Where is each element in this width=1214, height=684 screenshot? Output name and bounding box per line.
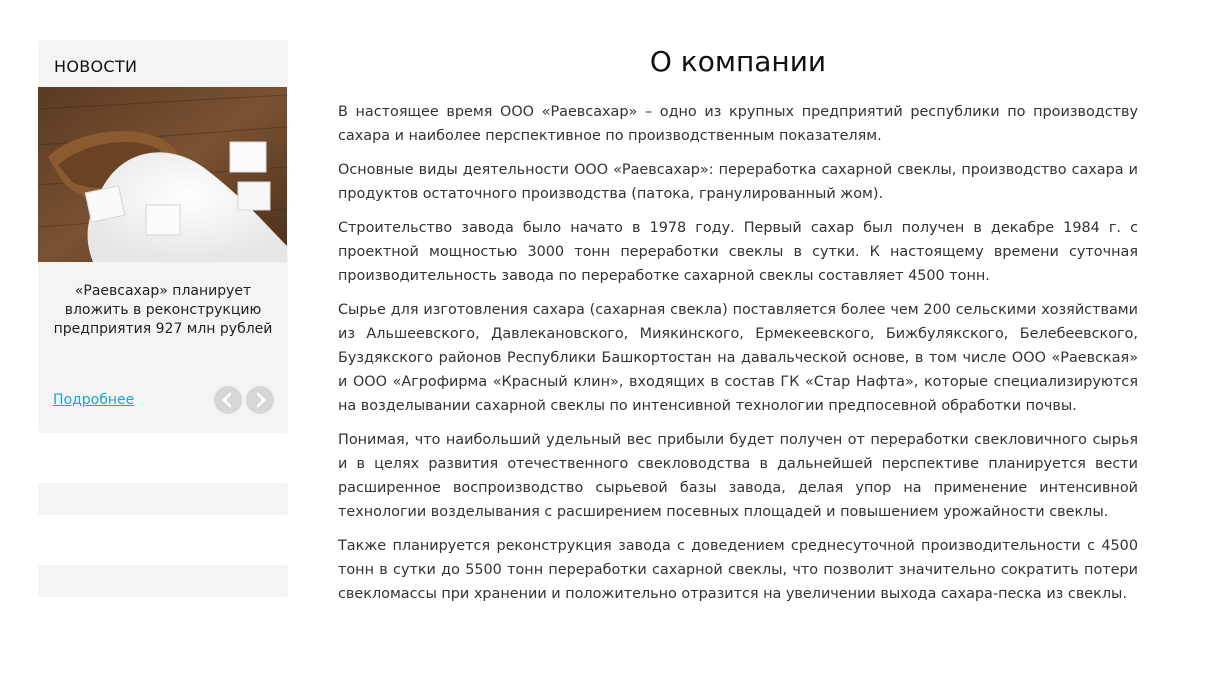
sidebar (38, 40, 288, 597)
news-item-text[interactable]: «Раевсахар» планирует вложить в реконструкцию предприятия 927 млн рублей (53, 283, 273, 337)
news-footer (38, 380, 288, 420)
about-text (338, 100, 1138, 606)
main-content (338, 40, 1138, 616)
news-widget-title: НОВОСТИ (54, 57, 138, 76)
paragraph: Также планируется реконструкция завода с доведением среднесуточной производительности с 4500 тонн в сутки до 5500 тонн переработки сахарной свеклы, что позволит значительно сократить потери свекломассы при хранении и положительно отразится на увеличении выхода сахара-песка из свеклы. (338, 538, 1138, 602)
paragraph: Сырье для изготовления сахара (сахарная свекла) поставляется более чем 200 сельскими хозяйствами из Альшеевского, Давлекановского, Миякинского, Ермекеевского, Бижбулякского, Белебеевского, Буздякского районов Республики Башкортостан на давальческой основе, в том числе ООО «Раевская» и ООО «Агрофирма «Красный клин», входящих в состав ГК «Стар Нафта», которые специализируются на возделывании сахарной свеклы по интенсивной технологии предпосевной обработки почвы. (338, 302, 1138, 414)
chevron-left-icon (220, 392, 236, 408)
more-link[interactable]: Подробнее (53, 392, 135, 408)
paragraph: Строительство завода было начато в 1978 году. Первый сахар был получен в декабре 1984 г. с проектной мощностью 3000 тонн переработки свеклы в сутки. К настоящему времени суточная производительность завода по переработке сахарной свеклы составляет 4500 тонн. (338, 220, 1138, 284)
page-title: О компании (649, 45, 827, 78)
news-image[interactable] (38, 87, 287, 262)
paragraph: В настоящее время ООО «Раевсахар» – одно из крупных предприятий республики по производству сахара и наиболее перспективное по производственным показателям. (338, 104, 1138, 144)
sidebar-widget-placeholder (38, 565, 288, 597)
paragraph: Основные виды деятельности ООО «Раевсахар»: переработка сахарной свеклы, производство сахара и продуктов остаточного производства (патока, гранулированный жом). (338, 162, 1138, 202)
news-widget (38, 40, 288, 433)
news-carousel-controls (214, 386, 274, 414)
prev-button[interactable] (214, 386, 242, 414)
sidebar-widget-placeholder (38, 483, 288, 515)
chevron-right-icon (252, 392, 268, 408)
paragraph: Понимая, что наибольший удельный вес прибыли будет получен от переработки свекловичного сырья и в целях развития отечественного свекловодства в дальнейшей перспективе планируется вести расширенное воспроизводство сырьевой базы завода, делая упор на применение интенсивной технологии возделывания с расширением посевных площадей и повышением урожайности свеклы. (338, 432, 1138, 520)
next-button[interactable] (246, 386, 274, 414)
